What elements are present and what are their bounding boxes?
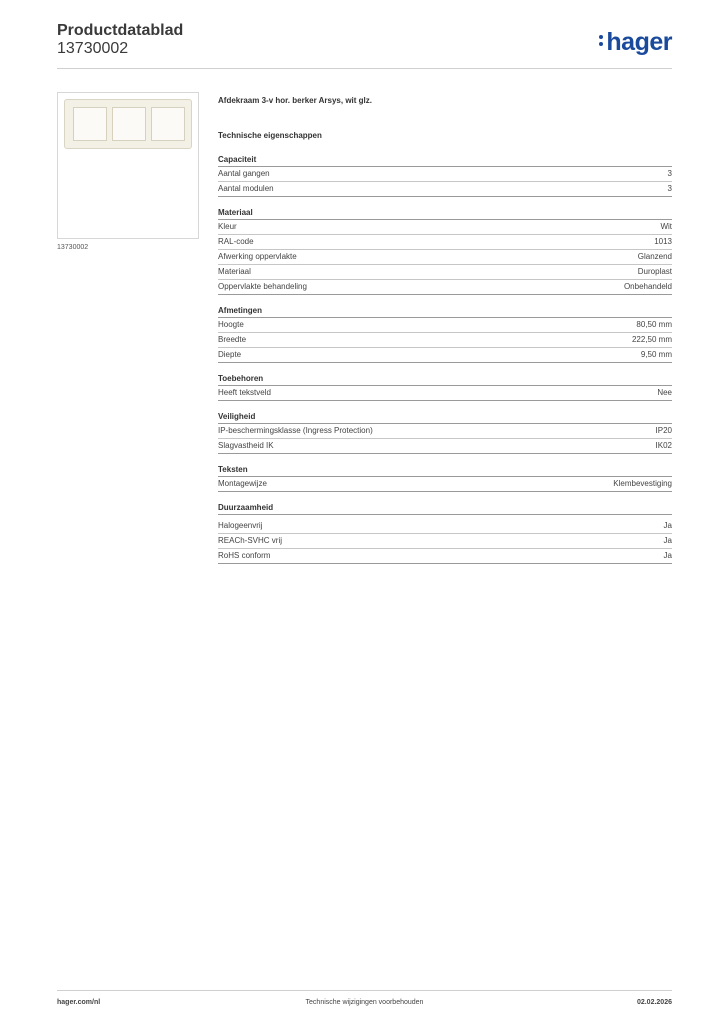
spec-group xyxy=(218,305,672,363)
spec-group xyxy=(218,464,672,492)
spec-label: Afwerking oppervlakte xyxy=(218,252,297,261)
spec-value: 3 xyxy=(667,169,672,178)
spec-row xyxy=(218,348,672,363)
spec-group-title: Toebehoren xyxy=(218,373,672,386)
spec-value: 9,50 mm xyxy=(640,350,672,359)
spec-value: Ja xyxy=(663,536,672,545)
spec-label: Breedte xyxy=(218,335,247,344)
spec-row xyxy=(218,333,672,348)
image-caption: 13730002 xyxy=(57,244,89,251)
logo-dots-icon xyxy=(599,35,603,49)
spec-group xyxy=(218,207,672,295)
spec-value: IP20 xyxy=(655,426,672,435)
frame-opening xyxy=(73,107,107,141)
spec-groups xyxy=(218,154,672,564)
spec-label: REACh-SVHC vrij xyxy=(218,536,283,545)
spec-row xyxy=(218,549,672,564)
spec-label: IP-beschermingsklasse (Ingress Protection) xyxy=(218,426,373,435)
spec-row xyxy=(218,250,672,265)
spec-label: Aantal modulen xyxy=(218,184,274,193)
spec-value: Duroplast xyxy=(637,267,672,276)
footer-disclaimer: Technische wijzigingen voorbehouden xyxy=(305,999,424,1006)
spec-label: Oppervlakte behandeling xyxy=(218,282,307,291)
spec-value: 80,50 mm xyxy=(636,320,672,329)
footer-date: 02.02.2026 xyxy=(636,999,672,1006)
spec-value: 222,50 mm xyxy=(631,335,672,344)
header-divider xyxy=(57,68,672,69)
spec-label: Materiaal xyxy=(218,267,251,276)
spec-group-title: Teksten xyxy=(218,464,672,477)
spec-label: Kleur xyxy=(218,222,237,231)
spec-group-title: Capaciteit xyxy=(218,154,672,167)
spec-content xyxy=(218,96,672,574)
spec-row xyxy=(218,220,672,235)
spec-value: 3 xyxy=(667,184,672,193)
spec-row xyxy=(218,534,672,549)
spec-group-title: Materiaal xyxy=(218,207,672,220)
spec-value: Onbehandeld xyxy=(623,282,672,291)
spec-group xyxy=(218,154,672,197)
logo-text: hager xyxy=(606,28,672,56)
document-title: Productdatablad xyxy=(57,22,184,39)
spec-group xyxy=(218,373,672,401)
spec-row xyxy=(218,439,672,454)
spec-group xyxy=(218,411,672,454)
spec-group xyxy=(218,502,672,564)
hager-logo xyxy=(599,28,672,57)
spec-label: Hoogte xyxy=(218,320,244,329)
spec-row xyxy=(218,235,672,250)
spec-label: RAL-code xyxy=(218,237,254,246)
spec-label: RoHS conform xyxy=(218,551,271,560)
spec-row xyxy=(218,477,672,492)
spec-value: 1013 xyxy=(654,237,672,246)
spec-label: Slagvastheid IK xyxy=(218,441,274,450)
spec-group-title: Afmetingen xyxy=(218,305,672,318)
spec-value: IK02 xyxy=(655,441,672,450)
spec-row xyxy=(218,519,672,534)
spec-label: Aantal gangen xyxy=(218,169,270,178)
spec-group-title: Duurzaamheid xyxy=(218,502,672,515)
section-heading: Technische eigenschappen xyxy=(218,131,322,140)
spec-label: Diepte xyxy=(218,350,242,359)
spec-value: Glanzend xyxy=(637,252,672,261)
spec-row xyxy=(218,265,672,280)
spec-label: Heeft tekstveld xyxy=(218,388,271,397)
spec-row xyxy=(218,182,672,197)
spec-label: Montagewijze xyxy=(218,479,267,488)
spec-row xyxy=(218,280,672,295)
spec-group-title: Veiligheid xyxy=(218,411,672,424)
spec-value: Wit xyxy=(660,222,672,231)
footer-website: hager.com/nl xyxy=(57,999,101,1006)
spec-value: Ja xyxy=(663,521,672,530)
product-title: Afdekraam 3-v hor. berker Arsys, wit glz. xyxy=(218,96,372,105)
spec-row xyxy=(218,424,672,439)
spec-value: Nee xyxy=(657,388,672,397)
page-header xyxy=(57,22,672,58)
product-image xyxy=(57,92,199,239)
spec-row xyxy=(218,386,672,401)
product-number: 13730002 xyxy=(57,40,129,57)
footer-divider xyxy=(57,990,672,991)
cover-frame-picture xyxy=(64,99,192,149)
spec-value: Ja xyxy=(663,551,672,560)
frame-opening xyxy=(151,107,185,141)
spec-row xyxy=(218,167,672,182)
spec-label: Halogeenvrij xyxy=(218,521,263,530)
frame-opening xyxy=(112,107,146,141)
spec-row xyxy=(218,318,672,333)
spec-value: Klembevestiging xyxy=(613,479,672,488)
